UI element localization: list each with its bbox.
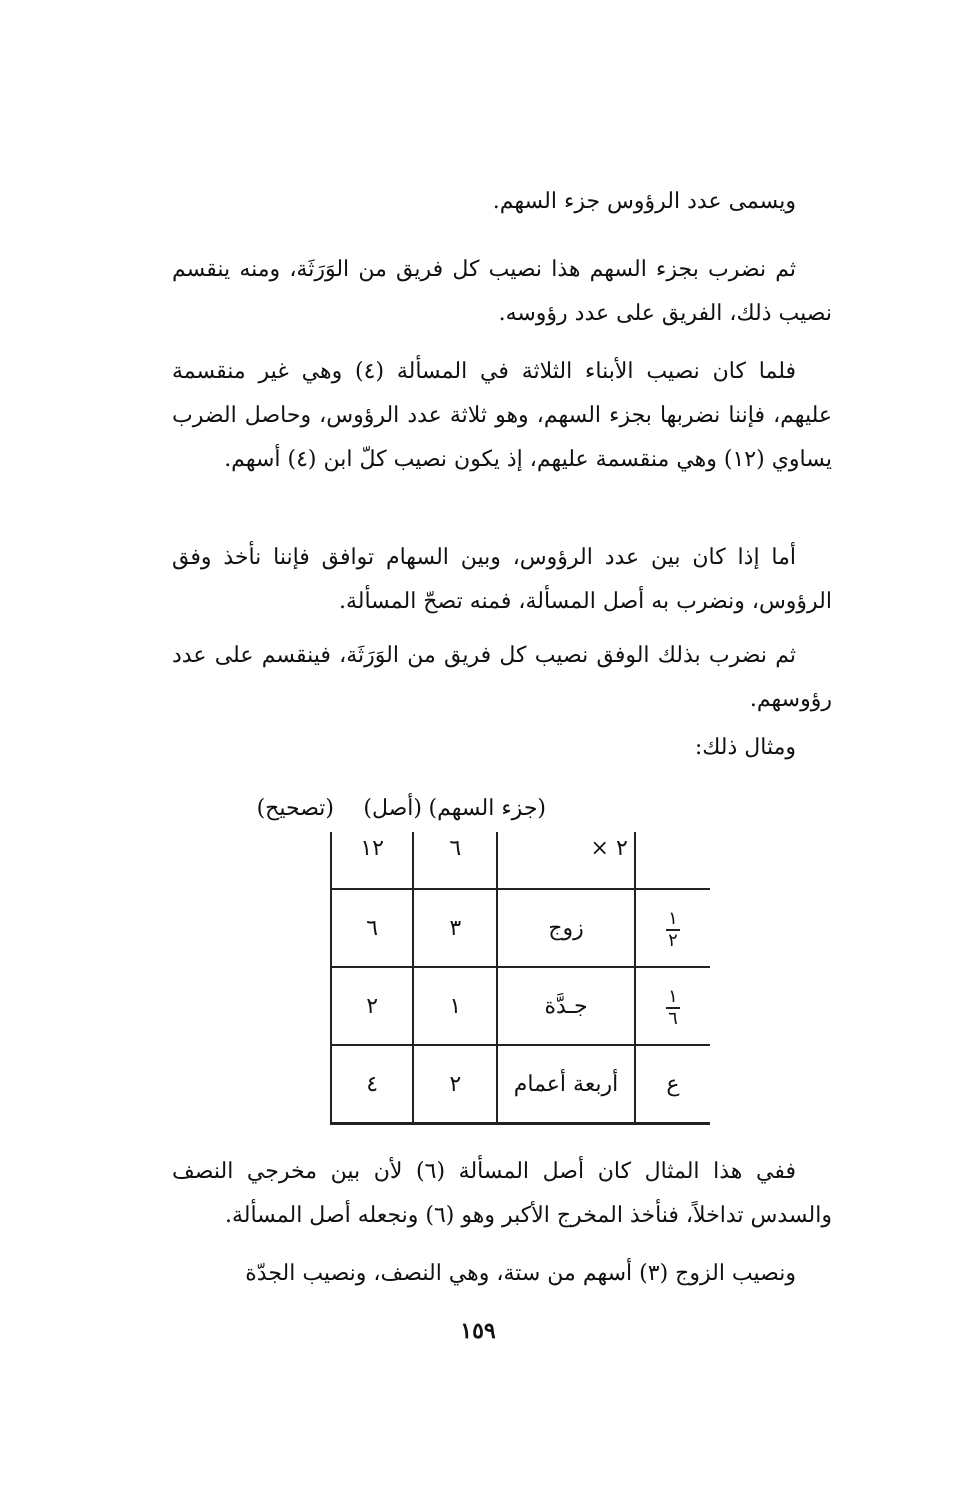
table-cell-heir: جـدَّة bbox=[497, 967, 635, 1045]
table-cell-share bbox=[635, 967, 710, 1045]
table-cell-heir: أربعة أعمام bbox=[497, 1045, 635, 1124]
table-cell-asl: ١ bbox=[413, 967, 497, 1045]
fraction bbox=[666, 987, 680, 1029]
table-row bbox=[331, 889, 710, 967]
paragraph-2: ثم نضرب بجزء السهم هذا نصيب كل فريق من الوَرَثَة، ومنه ينقسم نصيب ذلك، الفريق على عدد رؤوسه. bbox=[172, 257, 832, 326]
page-number: ١٥٩ bbox=[460, 1318, 496, 1344]
table-cell-asl: ٢ bbox=[413, 1045, 497, 1124]
table-cell-tas: ٤ bbox=[331, 1045, 413, 1124]
table-cell-multiplier: ٢ × bbox=[497, 832, 635, 889]
header-sahm-part: (جزء السهم) bbox=[428, 796, 546, 821]
table-row bbox=[331, 1045, 710, 1124]
table-cell-tas-total: ١٢ bbox=[331, 832, 413, 889]
inheritance-table-area bbox=[256, 792, 710, 1122]
table-cell-heir: زوج bbox=[497, 889, 635, 967]
fraction-numerator: ١ bbox=[668, 986, 678, 1007]
table-cell-share bbox=[635, 889, 710, 967]
table-row-totals bbox=[331, 832, 710, 889]
fraction-denominator: ٦ bbox=[668, 1008, 678, 1029]
fraction bbox=[666, 909, 680, 951]
fraction-denominator: ٢ bbox=[668, 930, 678, 951]
table-column-headers bbox=[256, 792, 630, 828]
table-cell-tas: ٢ bbox=[331, 967, 413, 1045]
header-asl: (أصل) bbox=[363, 796, 422, 821]
table-cell-asl: ٣ bbox=[413, 889, 497, 967]
table-cell-empty bbox=[635, 832, 710, 889]
header-tashih: (تصحيح) bbox=[256, 796, 334, 821]
table-cell-asl-total: ٦ bbox=[413, 832, 497, 889]
table-row bbox=[331, 967, 710, 1045]
paragraph-5: ثم نضرب بذلك الوفق نصيب كل فريق من الوَرَثَة، فينقسم على عدد رؤوسهم. bbox=[172, 643, 832, 712]
paragraph-7: ففي هذا المثال كان أصل المسألة (٦) لأن بين مخرجي النصف والسدس تداخلاً، فنأخذ المخرج الأكبر وهو (٦) ونجعله أصل المسألة. bbox=[172, 1159, 832, 1228]
paragraph-4: أما إذا كان بين عدد الرؤوس، وبين السهام توافق فإننا نأخذ وفق الرؤوس، ونضرب به أصل المسألة، فمنه تصحّ المسألة. bbox=[172, 545, 832, 614]
paragraph-1: ويسمى عدد الرؤوس جزء السهم. bbox=[492, 189, 796, 214]
table-cell-share: ع bbox=[635, 1045, 710, 1124]
inheritance-table bbox=[330, 832, 710, 1125]
paragraph-example-intro: ومثال ذلك: bbox=[694, 735, 796, 760]
paragraph-3: فلما كان نصيب الأبناء الثلاثة في المسألة (٤) وهي غير منقسمة عليهم، فإننا نضربها بجزء السهم، وهو ثلاثة عدد الرؤوس، وحاصل الضرب يساوي (١٢) وهي منقسمة عليهم، إذ يكون نصيب كلّ ابن (٤) أسهم. bbox=[172, 359, 832, 472]
paragraph-8: ونصيب الزوج (٣) أسهم من ستة، وهي النصف، ونصيب الجدّة bbox=[245, 1261, 796, 1286]
fraction-numerator: ١ bbox=[668, 908, 678, 929]
table-cell-tas: ٦ bbox=[331, 889, 413, 967]
